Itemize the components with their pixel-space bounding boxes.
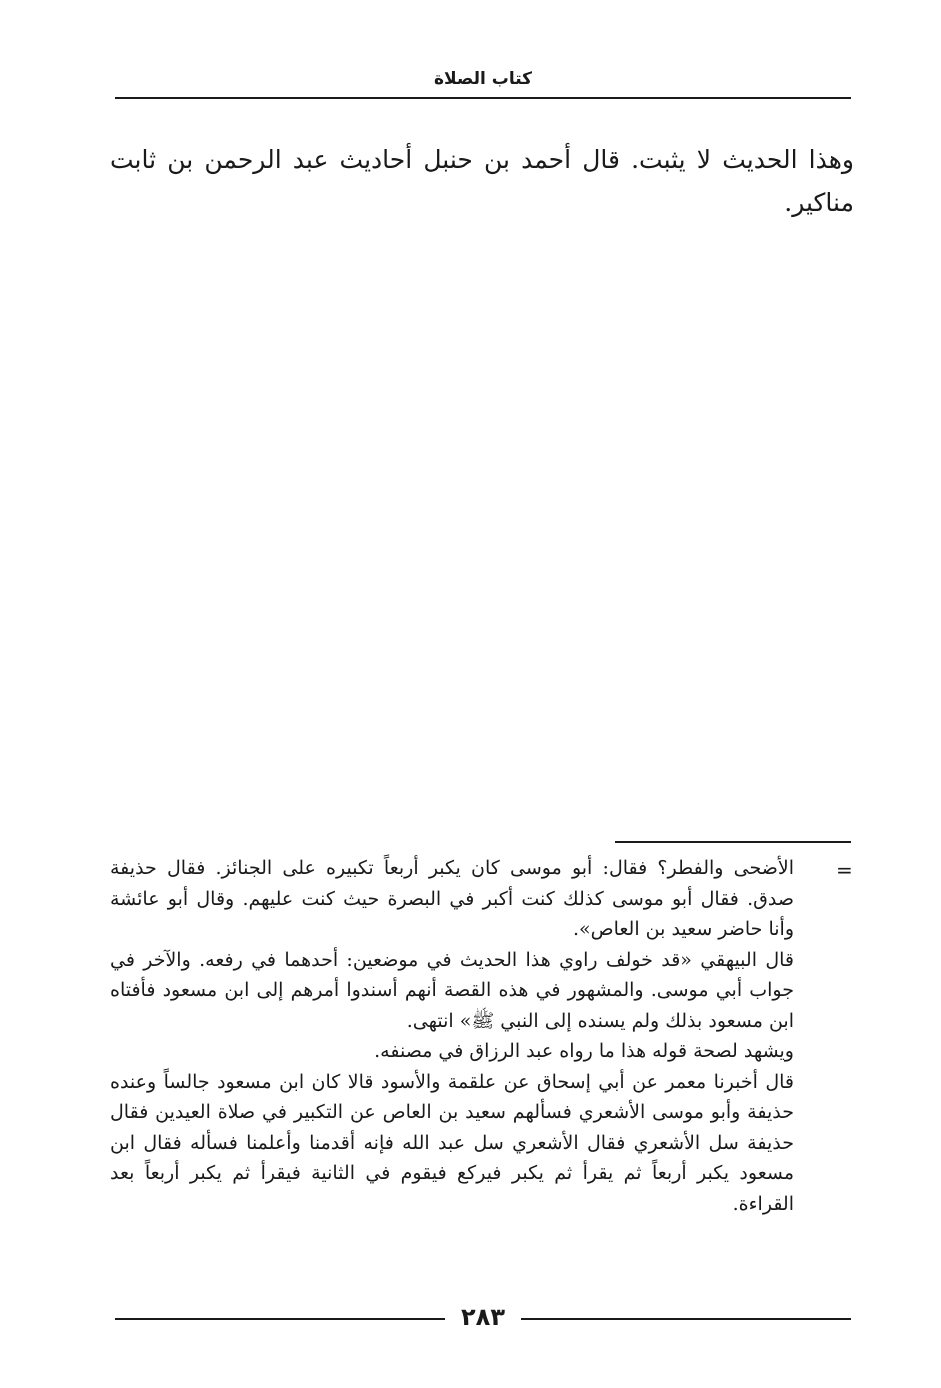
page-number: ٢٨٣ — [461, 1303, 505, 1331]
footnote-paragraph: ويشهد لصحة قوله هذا ما رواه عبد الرزاق في مصنفه. — [374, 1040, 794, 1062]
footnotes — [110, 853, 794, 1219]
footnote-paragraph: قال البيهقي «قد خولف راوي هذا الحديث في موضعين: أحدهما في رفعه. والآخر في جواب أبي موسى. والمشهور في هذه القصة أنهم أسندوا أمرهم إلى ابن مسعود فأفتاه ابن مسعود بذلك ولم يسنده إلى النبي ﷺ» انتهى. — [110, 948, 794, 1032]
running-title: كتاب الصلاة — [433, 69, 533, 89]
folio-rule-right — [521, 1318, 851, 1320]
main-text — [110, 138, 854, 224]
main-paragraph: وهذا الحديث لا يثبت. قال أحمد بن حنبل أحاديث عبد الرحمن بن ثابت مناكير. — [110, 145, 854, 217]
footnote-continuation-marker: = — [836, 858, 853, 882]
footnote-separator — [615, 841, 851, 843]
header-rule — [115, 97, 851, 99]
footnote-paragraph: قال أخبرنا معمر عن أبي إسحاق عن علقمة والأسود قالا كان ابن مسعود جالساً وعنده حذيفة وأبو موسى الأشعري فسألهم سعيد بن العاص عن التكبير في صلاة العيدين فقال حذيفة سل الأشعري فقال الأشعري سل عبد الله فإنه أقدمنا وأعلمنا فسأله فقال ابن مسعود يكبر أربعاً ثم يقرأ ثم يكبر فيركع فيقوم في الثانية فيقرأ ثم يكبر أربعاً بعد القراءة. — [110, 1070, 794, 1215]
folio-rule-left — [115, 1318, 445, 1320]
footnote-paragraph: الأضحى والفطر؟ فقال: أبو موسى كان يكبر أربعاً تكبيره على الجنائز. فقال حذيفة صدق. فقال أبو موسى كذلك كنت أكبر في البصرة حيث كنت عليهم. وقال أبو عائشة وأنا حاضر سعيد بن العاص». — [110, 857, 794, 940]
